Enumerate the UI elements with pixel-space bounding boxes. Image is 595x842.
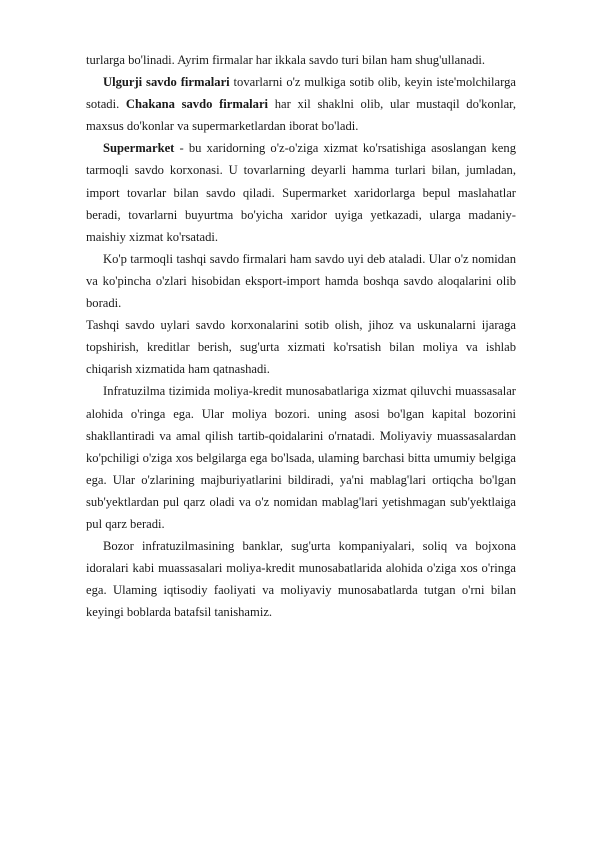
paragraph-3-text: - bu xaridorning o'z-o'ziga xizmat ko'rsatishiga asoslangan keng tarmoqli savdo korxonasi. U tovarlarning deyarli hamma turlari bilan, jumladan, import tovarlar bilan savdo qiladi. Supermarket xaridorlarga bepul maslahatlar beradi, tovarlarni buyurtma bo'yicha xaridor uyiga yetkazadi, ularga madaniy-maishiy xizmat ko'rsatadi. [86, 141, 516, 244]
paragraph-2-text-1: tovarlarni o'z mulkiga sotib olib, keyin iste'molchilarga sotadi. [86, 75, 517, 112]
document-page [86, 49, 516, 623]
paragraph-4: Ko'p tarmoqli tashqi savdo firmalari ham savdo uyi deb ataladi. Ular o'z nomidan va ko'pincha o'zlari hisobidan eksport-import hamda boshqa savdo aloqalarini olib boradi. [86, 251, 516, 311]
term-supermarket: Supermarket [103, 141, 175, 156]
paragraph-5: Tashqi savdo uylari savdo korxonalarini sotib olish, jihoz va uskunalarni ijaraga topshirish, kreditlar berish, sug'urta xizmati ko'rsatish bilan moliya va ishlab chiqarish xizmatida ham qatnashadi. [86, 318, 516, 377]
paragraph-3 [86, 137, 516, 247]
paragraph-2 [86, 71, 516, 137]
term-chakana-savdo-firmalari: Chakana savdo firmalari [125, 97, 269, 112]
paragraph-7: Bozor infratuzilmasining banklar, sug'urta kompaniyalari, soliq va bojxona idoralari kabi muassasalari moliya-kredit munosabatlarida alohida o'ziga xos o'ringa ega. Ulaming iqtisodiy faoliyati va moliyaviy munosabatlarda tutgan o'rni bilan keyingi boblarda batafsil tanishamiz. [86, 539, 516, 620]
paragraph-1: turlarga bo'linadi. Ayrim firmalar har ikkala savdo turi bilan ham shug'ullanadi. [86, 53, 486, 67]
term-ulgurji-savdo-firmalari: Ulgurji savdo firmalari [103, 75, 230, 90]
paragraph-2-text-2: har xil shaklni olib, ular mustaqil do'konlar, maxsus do'konlar va supermarketlardan iborat bo'ladi. [86, 97, 516, 134]
paragraph-6: Infratuzilma tizimida moliya-kredit munosabatlariga xizmat qiluvchi muassasalar alohida o'ringa ega. Ular moliya bozori. uning asosi bo'lgan kapital bozorini shakllantiradi va amal qilish tartib-qoidalarini o'rnatadi. Moliyaviy muassasalardan ko'pchiligi o'ziga xos belgilarga ega bo'lsada, ulaming barchasi bitta umumiy belgiga ega. Ular o'zlarining majburiyatlarini bildiradi, ya'ni mablag'lari ortiqcha bo'lgan sub'yektlardan pul qarz oladi va o'z nomidan mablag'lari yetishmagan sub'yektlaiga pul qarz beradi. [86, 384, 516, 531]
